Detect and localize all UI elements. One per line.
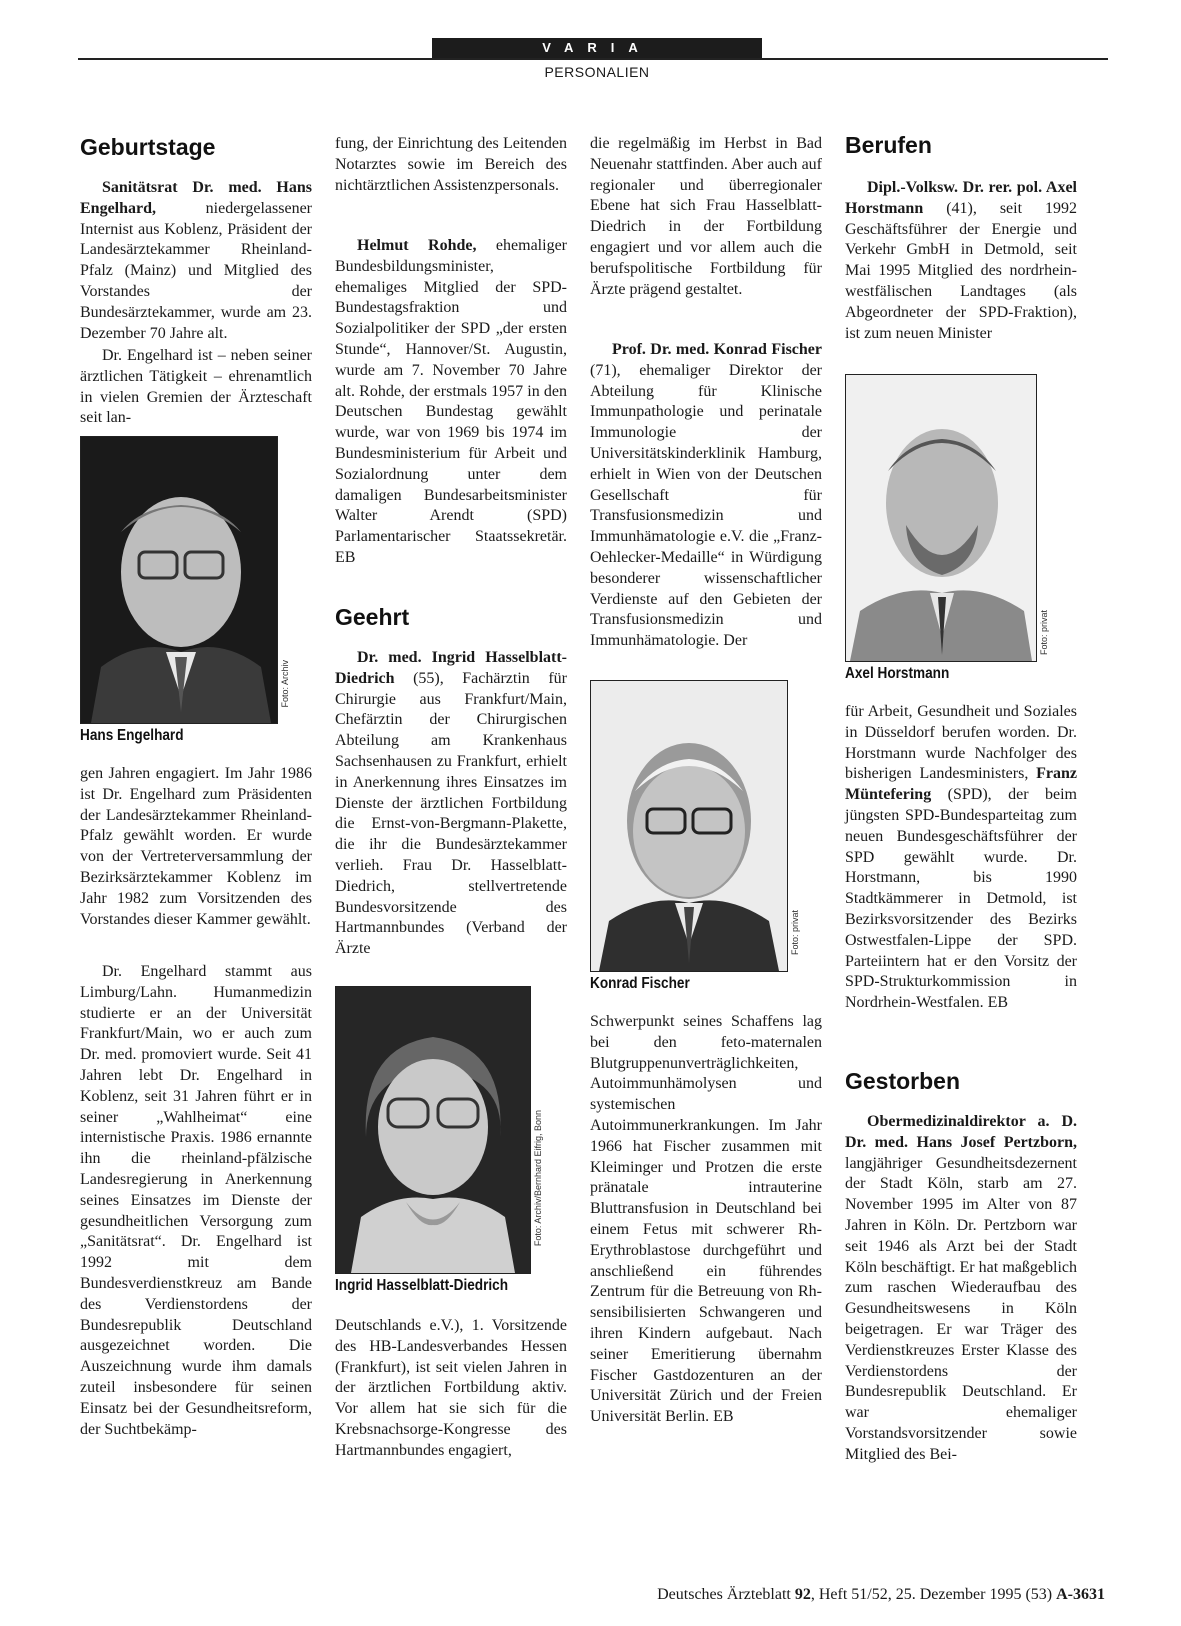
heading-geburtstage: Geburtstage <box>80 134 216 160</box>
caption-engelhard: Hans Engelhard <box>80 727 184 744</box>
pertzborn-para: Obermedizinaldirektor a. D. Dr. med. Hans Josef Pertzborn, langjähriger Gesundheitsdezernent der Stadt Köln, starb am 27. November 1995 im Alter von 87 Jahren in Köln. Dr. Pertzborn war seit 1946 als Arzt bei der Stadt Köln beschäftigt. Er hat maßgeblich zum raschen Wiederaufbau des Gesundheitswesens in Köln beigetragen. Er war Träger des Verdienstkreuzes Erster Klasse des Verdienstordens der Bundesrepublik Deutschland. Er war ehemaliger Vorstandsvorsitzender sowie Mitglied des Bei- <box>845 1113 1077 1463</box>
rohde-para: Helmut Rohde, ehemaliger Bundesbildungsminister, ehemaliges Mitglied der SPD-Bundestagsfraktion und Sozialpolitiker der SPD „der ersten Stunde“, Hannover/St. Augustin, wurde am 7. November 70 Jahre alt. Rohde, der erstmals 1957 in den Deutschen Bundestag gewählt wurde, war von 1969 bis 1974 im Bundesministerium für Arbeit und Sozialordnung unter dem damaligen Bundesarbeitsminister Walter Arendt (SPD) Parlamentarischer Staatssekretär. EB <box>335 237 567 566</box>
fischer-para: Prof. Dr. med. Konrad Fischer (71), ehemaliger Direktor der Abteilung für Klinische Immunpathologie und perinatale Immunologie der Universitätskinderklinik Hamburg, erhielt in Wien von der Deutschen Gesellschaft für Transfusionsmedizin und Immunhämatologie e.V. die „Franz-Oehlecker-Medaille“ in Würdigung besonderer wissenschaftlicher Verdienste auf den Gebieten der Transfusionsmedizin und Immunhämatologie. Der <box>590 341 822 650</box>
hasselblatt-para-2: Deutschlands e.V.), 1. Vorsitzende des HB-Landesverbandes Hessen (Frankfurt), ist seit vielen Jahren in der ärztlichen Fortbildung aktiv. Vor allem hat sie sich für die Krebsnachsorge-Kongresse des Hartmannbundes engagiert, <box>335 1317 567 1459</box>
page-number: A-3631 <box>1056 1586 1105 1603</box>
pertzborn-name: Obermedizinaldirektor a. D. Dr. med. Hans Josef Pertzborn, <box>845 1113 1077 1151</box>
heading-berufen: Berufen <box>845 132 932 158</box>
engelhard-para-2: Dr. Engelhard ist – neben seiner ärztlichen Tätigkeit – ehrenamtlich in vielen Gremien der Ärzteschaft seit lan- <box>80 347 312 427</box>
rohde-continued: fung, der Einrichtung des Leitenden Notarztes sowie im Bereich des nichtärztlichen Assistenzpersonals. <box>335 135 567 194</box>
photo-credit-hasselblatt: Foto: Archiv/Bernhard Eifrig, Bonn <box>533 1110 543 1247</box>
hasselblatt-continued: die regelmäßig im Herbst in Bad Neuenahr stattfinden. Aber auch auf regionaler und überregionaler Ebene hat sich Frau Hasselblatt-Diedrich in der Fortbildung engagiert und vor allem auch die berufspolitische Fortbildung für Ärzte prägend gestaltet. <box>590 135 822 298</box>
portrait-placeholder <box>846 375 1036 661</box>
page-footer: Deutsches Ärzteblatt 92, Heft 51/52, 25. Dezember 1995 (53) A-3631 <box>657 1586 1105 1603</box>
photo-credit-fischer: Foto: privat <box>790 910 800 956</box>
muentefering-name: Franz Müntefering <box>845 765 1077 804</box>
engelhard-para-4: Dr. Engelhard stammt aus Limburg/Lahn. Humanmedizin studierte er an der Universität Frankfurt/Main, wo er auch zum Dr. med. promoviert wurde. Seit 41 Jahren lebt Dr. Engelhard in Koblenz, seit 31 Jahren führt er in seiner „Wahlheimat“ eine internistische Praxis. 1986 ernannte ihn die rheinland-pfälzische Landesregierung in Anerkennung seines Einsatzes im Dienste der gesundheitlichen Versorgung zum „Sanitätsrat“. Dr. Engelhard ist 1992 mit dem Bundesverdienstkreuz am Bande des Verdienstordens der Bundesrepublik Deutschland ausgezeichnet worden. Die Auszeichnung wurde ihm damals zuteil insbesondere für seinen Einsatz bei der Gesundheitsreform, der Suchtbekämp- <box>80 963 312 1438</box>
heading-gestorben: Gestorben <box>845 1068 961 1094</box>
header-rule <box>78 58 1108 60</box>
fischer-para-2: Schwerpunkt seines Schaffens lag bei den feto-maternalen Blutgruppenunverträglichkeiten, Autoimmunhämolysen und systemischen Autoimmunerkrankungen. Im Jahr 1966 hat Fischer zusammen mit Kleiminger und Protzen die erste pränatale intrauterine Bluttransfusion in Deutschland bei einem Fetus mit schwerer Rh-Erythroblastose durchgeführt und anschließend ein führendes Zentrum für die Betreuung von Rh-sensibilisierten Schwangeren und ihren Kindern aufgebaut. Nach seiner Emeritierung übernahm Fischer Gastdozenturen an der Universität Zürich und der Freien Universität Berlin. EB <box>590 1013 822 1426</box>
photo-credit-horstmann: Foto: privat <box>1039 610 1049 656</box>
section-label: VARIA <box>432 38 762 58</box>
caption-hasselblatt: Ingrid Hasselblatt-Diedrich <box>335 1277 509 1294</box>
horstmann-name: Dipl.-Volksw. Dr. rer. pol. Axel Horstmann <box>845 179 1077 217</box>
engelhard-para-3: gen Jahren engagiert. Im Jahr 1986 ist Dr. Engelhard zum Präsidenten der Landesärztekammer Rheinland-Pfalz gewählt worden. Er wurde von der Vertreterversammlung der Bezirksärztekammer Koblenz im Jahr 1982 zum Vorsitzenden des Vorstandes dieser Kammer gewählt. <box>80 765 312 928</box>
portrait-placeholder <box>591 681 787 971</box>
engelhard-intro: Sanitätsrat Dr. med. Hans Engelhard, niedergelassener Internist aus Koblenz, Präsident der Landesärztekammer Rheinland-Pfalz (Mainz) und Mitglied des Vorstandes der Bundesärztekammer, wurde am 23. Dezember 70 Jahre alt. <box>80 179 312 342</box>
hasselblatt-name: Dr. med. Ingrid Hasselblatt-Diedrich <box>335 649 567 687</box>
portrait-placeholder <box>336 987 530 1273</box>
horstmann-para-2: für Arbeit, Gesundheit und Soziales in Düsseldorf berufen worden. Dr. Horstmann wurde Nachfolger des bisherigen Landesministers, Franz Müntefering (SPD), der beim jüngsten SPD-Bundesparteitag zum neuen Bundesgeschäftsführer der SPD gewählt wurde. Dr. Horstmann, bis 1990 Stadtkämmerer in Detmold, ist Bezirksvorsitzender des Bezirks Ostwestfalen-Lippe der SPD. Parteiintern hat er den Vorsitz der SPD-Strukturkommission in Nordrhein-Westfalen. EB <box>845 703 1077 1012</box>
subsection-label: PERSONALIEN <box>544 64 650 80</box>
caption-horstmann: Axel Horstmann <box>845 665 950 682</box>
rohde-name: Helmut Rohde, <box>357 237 477 254</box>
caption-fischer: Konrad Fischer <box>590 975 690 992</box>
photo-horstmann <box>845 374 1037 662</box>
photo-credit-engelhard: Foto: Archiv <box>280 660 290 708</box>
photo-engelhard <box>80 436 278 724</box>
photo-hasselblatt <box>335 986 531 1274</box>
engelhard-name: Sanitätsrat Dr. med. Hans Engelhard, <box>80 179 312 217</box>
heading-geehrt: Geehrt <box>335 604 410 630</box>
photo-fischer <box>590 680 788 972</box>
hasselblatt-para: Dr. med. Ingrid Hasselblatt-Diedrich (55), Fachärztin für Chirurgie aus Frankfurt/Main, Chefärztin der Chirurgischen Abteilung am Krankenhaus Sachsenhausen zu Frankfurt, erhielt in Anerkennung ihres Einsatzes im Dienste der ärztlichen Fortbildung die Ernst-von-Bergmann-Plakette, die ihr die Bundesärztekammer verlieh. Frau Dr. Hasselblatt-Diedrich, stellvertretende Bundesvorsitzende des Hartmannbundes (Verband der Ärzte <box>335 649 567 958</box>
fischer-name: Prof. Dr. med. Konrad Fischer <box>612 341 822 358</box>
portrait-placeholder <box>81 437 277 723</box>
horstmann-para: Dipl.-Volksw. Dr. rer. pol. Axel Horstmann (41), seit 1992 Geschäftsführer der Energie und Verkehr GmbH in Detmold, seit Mai 1995 Mitglied des nordrhein-westfälischen Landtages (als Abgeordneter der SPD-Fraktion), ist zum neuen Minister <box>845 179 1077 342</box>
